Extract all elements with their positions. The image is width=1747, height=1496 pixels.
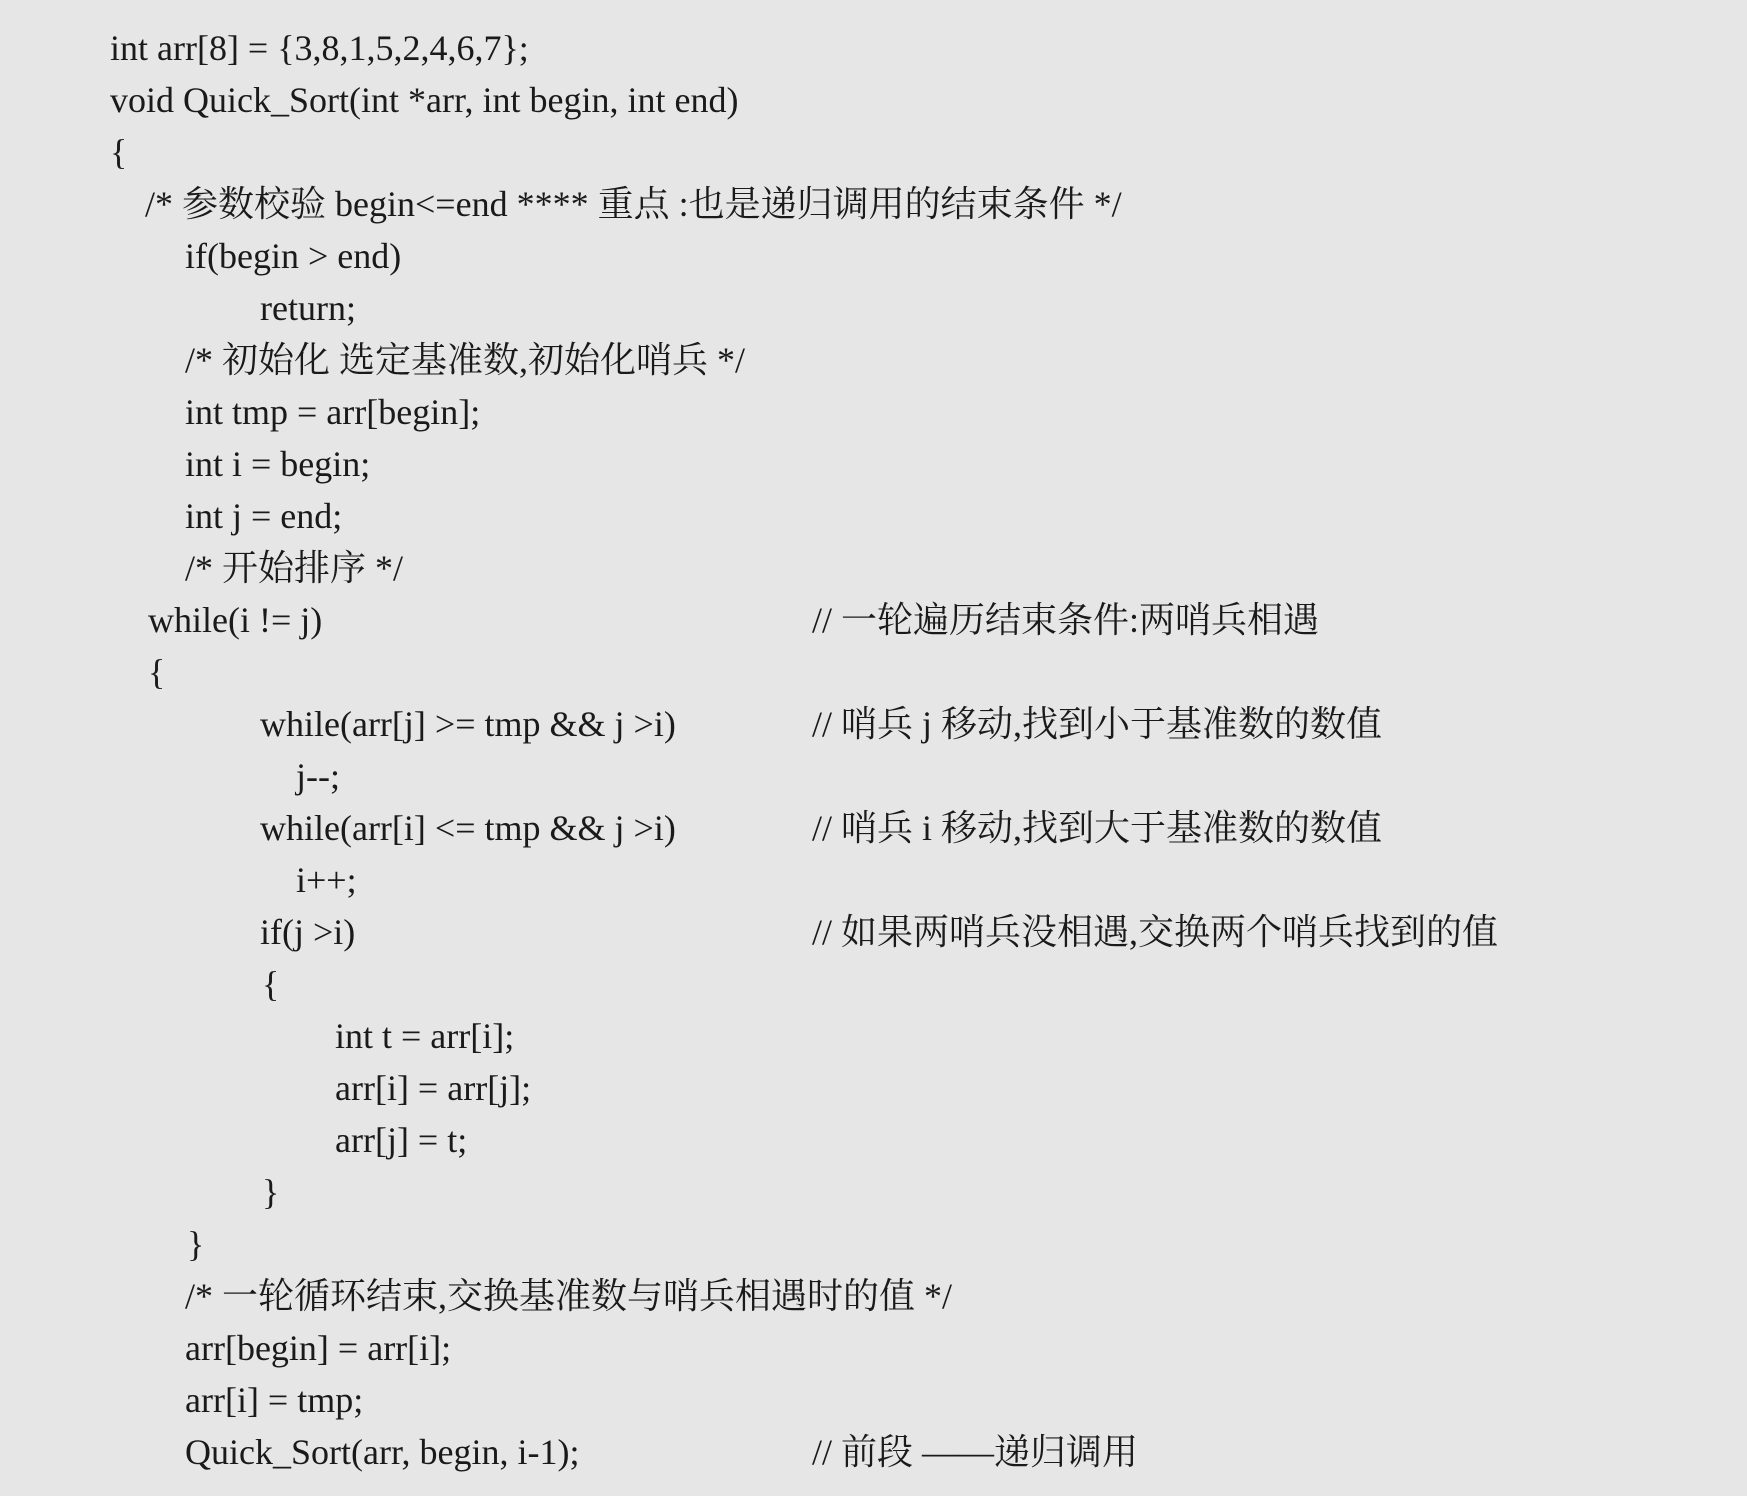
- code-text: {: [110, 132, 128, 172]
- code-text: {: [148, 652, 166, 692]
- code-line: [0, 1426, 1747, 1478]
- code-inline-comment: // 前段 ——递归调用: [812, 1432, 1139, 1472]
- code-line: [0, 230, 1747, 282]
- code-line: [0, 22, 1747, 74]
- code-text: while(arr[j] >= tmp && j >i): [260, 704, 676, 744]
- code-line: [0, 74, 1747, 126]
- code-inline-comment: // 一轮遍历结束条件:两哨兵相遇: [812, 600, 1320, 640]
- code-text: }: [187, 1224, 205, 1264]
- code-text: return;: [260, 288, 356, 328]
- code-line: [0, 1062, 1747, 1114]
- code-line: [0, 698, 1747, 750]
- code-comment-block: /* 初始化 选定基准数,初始化哨兵 */: [185, 340, 746, 380]
- code-text: while(i != j): [148, 600, 323, 640]
- code-line: [0, 750, 1747, 802]
- code-line: [0, 1322, 1747, 1374]
- code-text: void Quick_Sort(int *arr, int begin, int end): [110, 80, 739, 120]
- code-text: arr[begin] = arr[i];: [185, 1328, 452, 1368]
- code-comment-block: /* 一轮循环结束,交换基准数与哨兵相遇时的值 */: [185, 1276, 953, 1316]
- code-line: [0, 594, 1747, 646]
- code-text: arr[j] = t;: [335, 1120, 468, 1160]
- code-line: [0, 282, 1747, 334]
- code-text: arr[i] = tmp;: [185, 1380, 364, 1420]
- code-line: [0, 906, 1747, 958]
- code-text: int i = begin;: [185, 444, 371, 484]
- code-line: [0, 958, 1747, 1010]
- code-text: int tmp = arr[begin];: [185, 392, 481, 432]
- code-line: [0, 1114, 1747, 1166]
- code-inline-comment: // 如果两哨兵没相遇,交换两个哨兵找到的值: [812, 912, 1499, 952]
- code-line: [0, 1270, 1747, 1322]
- code-line: [0, 1218, 1747, 1270]
- code-line: [0, 1374, 1747, 1426]
- code-inline-comment: // 哨兵 j 移动,找到小于基准数的数值: [812, 704, 1383, 744]
- code-text: int j = end;: [185, 496, 343, 536]
- code-line: [0, 334, 1747, 386]
- code-line: [0, 1166, 1747, 1218]
- code-text: if(j >i): [260, 912, 356, 952]
- code-text: if(begin > end): [185, 236, 402, 276]
- code-line: [0, 646, 1747, 698]
- code-comment-block: /* 参数校验 begin<=end **** 重点 :也是递归调用的结束条件 */: [145, 184, 1122, 224]
- code-inline-comment: // 哨兵 i 移动,找到大于基准数的数值: [812, 808, 1383, 848]
- code-comment-block: /* 开始排序 */: [185, 548, 404, 588]
- code-line: [0, 542, 1747, 594]
- code-line: [0, 438, 1747, 490]
- code-text: int t = arr[i];: [335, 1016, 515, 1056]
- code-text: {: [262, 964, 280, 1004]
- code-text: }: [262, 1172, 280, 1212]
- code-line: [0, 386, 1747, 438]
- code-text: arr[i] = arr[j];: [335, 1068, 532, 1108]
- code-text: Quick_Sort(arr, begin, i-1);: [185, 1432, 580, 1472]
- code-line: [0, 178, 1747, 230]
- code-line: [0, 1010, 1747, 1062]
- code-text: int arr[8] = {3,8,1,5,2,4,6,7};: [110, 28, 529, 68]
- code-line: [0, 802, 1747, 854]
- code-line: [0, 490, 1747, 542]
- code-text: j--;: [296, 756, 340, 796]
- code-line: [0, 854, 1747, 906]
- code-line: [0, 126, 1747, 178]
- code-text: i++;: [296, 860, 357, 900]
- code-text: while(arr[i] <= tmp && j >i): [260, 808, 676, 848]
